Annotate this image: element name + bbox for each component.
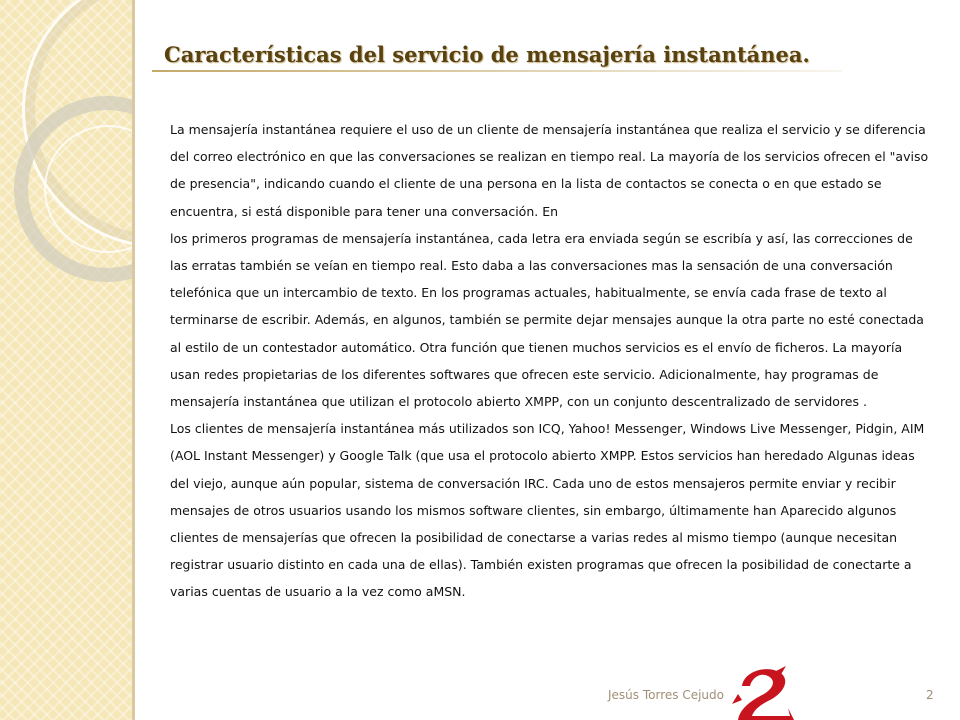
sidebar-divider: [132, 0, 135, 720]
body-paragraph: La mensajería instantánea requiere el uso de un cliente de mensajería instantánea que realiza el servicio y se diferencia del correo electrónico en que las conversaciones se realizan en tiempo real. La mayoría de los servicios ofrecen el "aviso de presencia", indicando cuando el cliente de una persona en la lista de contactos se conecta o en que estado se encuentra, si está disponible para tener una conversación. En: [170, 122, 929, 219]
title-underline: [152, 70, 842, 72]
slide-title: Características del servicio de mensajería instantánea.: [164, 42, 810, 67]
footer-author: Jesús Torres Cejudo: [608, 688, 724, 702]
dragon-logo-icon: [730, 664, 800, 720]
page-number: 2: [926, 688, 934, 702]
decorative-sidebar: [0, 0, 132, 720]
body-paragraph: los primeros programas de mensajería instantánea, cada letra era enviada según se escribía y así, las correcciones de las erratas también se veían en tiempo real. Esto daba a las conversaciones mas la sensación de una conversación telefónica que un intercambio de texto. En los programas actuales, habitualmente, se envía cada frase de texto al terminarse de escribir. Además, en algunos, también se permite dejar mensajes aunque la otra parte no esté conectada al estilo de un contestador automático. Otra función que tienen muchos servicios es el envío de ficheros. La mayoría usan redes propietarias de los diferentes softwares que ofrecen este servicio. Adicionalmente, hay programas de mensajería instantánea que utilizan el protocolo abierto XMPP, con un conjunto descentralizado de servidores .: [170, 230, 924, 410]
slide-body: [170, 116, 934, 606]
body-paragraph: Los clientes de mensajería instantánea más utilizados son ICQ, Yahoo! Messenger, Windows Live Messenger, Pidgin, AIM (AOL Instant Messenger) y Google Talk (que usa el protocolo abierto XMPP. Estos servicios han heredado Algunas ideas del viejo, aunque aún popular, sistema de conversación IRC. Cada uno de estos mensajeros permite enviar y recibir mensajes de otros usuarios usando los mismos software clientes, sin embargo, últimamente han Aparecido algunos clientes de mensajerías que ofrecen la posibilidad de conectarse a varias redes al mismo tiempo (aunque necesitan registrar usuario distinto en cada una de ellas). También existen programas que ofrecen la posibilidad de conectarte a varias cuentas de usuario a la vez como aMSN.: [170, 421, 925, 600]
